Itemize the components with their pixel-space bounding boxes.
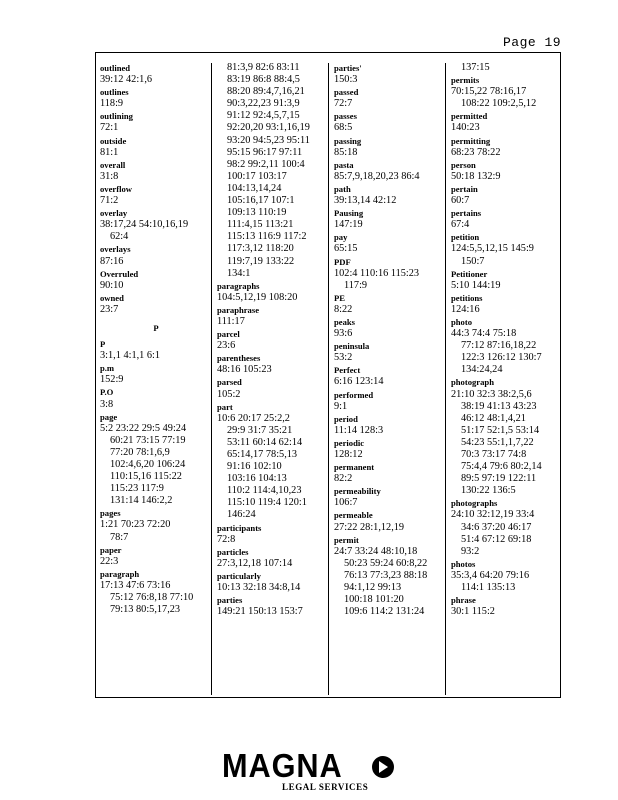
page-line-refs: 48:16 105:23: [217, 364, 272, 376]
page-line-refs: 65:15: [334, 243, 358, 255]
index-term: permit: [334, 534, 359, 545]
page-line-refs: 3:1,1 4:1,1 6:1: [100, 350, 161, 362]
index-column-4: [451, 62, 563, 618]
page-line-refs: 79:13 80:5,17,23: [110, 604, 181, 616]
page-line-refs: 44:3 74:4 75:18: [451, 328, 517, 340]
page-line-refs: 104:13,14,24: [227, 182, 282, 194]
page-line-refs: 5:2 23:22 29:5 49:24: [100, 422, 187, 434]
page-line-refs: 22:3: [100, 555, 119, 567]
page-line-refs: 60:21 73:15 77:19: [110, 434, 186, 446]
page-line-refs: 21:10 32:3 38:2,5,6: [451, 388, 532, 400]
page-line-refs: 150:3: [334, 74, 358, 86]
index-term: permeability: [334, 486, 381, 497]
page-line-refs: 68:23 78:22: [451, 146, 501, 158]
page-line-refs: 100:17 103:17: [227, 170, 287, 182]
index-term: paraphrase: [217, 304, 260, 315]
page-line-refs: 10:13 32:18 34:8,14: [217, 582, 301, 594]
page-line-refs: 105:2: [217, 388, 241, 400]
index-term: parsed: [217, 377, 242, 388]
page-line-refs: 72:7: [334, 98, 353, 110]
page-line-refs: 29:9 31:7 35:21: [227, 424, 293, 436]
index-term: permitting: [451, 135, 491, 146]
page-line-refs: 146:24: [227, 509, 256, 521]
page-line-refs: 90:10: [100, 279, 124, 291]
page-line-refs: 9:1: [334, 400, 348, 412]
page-number: Page 19: [503, 35, 562, 50]
page-line-refs: 51:4 67:12 69:18: [461, 533, 532, 545]
page-line-refs: 34:6 37:20 46:17: [461, 521, 532, 533]
section-letter: P: [153, 322, 159, 333]
index-term: overflow: [100, 183, 132, 194]
index-term: P: [100, 339, 106, 350]
page-line-refs: 124:16: [451, 303, 480, 315]
page-line-refs: 134:24,24: [461, 364, 503, 376]
page-line-refs: 81:1: [100, 146, 119, 158]
page-line-refs: 100:18 101:20: [344, 594, 404, 606]
page-line-refs: 23:6: [217, 340, 236, 352]
index-term: particles: [217, 546, 249, 557]
index-term: particularly: [217, 570, 261, 581]
index-term: phrase: [451, 595, 476, 606]
index-term: photos: [451, 558, 476, 569]
page-line-refs: 3:8: [100, 398, 114, 410]
index-term: path: [334, 183, 351, 194]
index-term: paper: [100, 544, 122, 555]
page-line-refs: 94:1,12 99:13: [344, 582, 402, 594]
page-line-refs: 110:15,16 115:22: [110, 471, 182, 483]
page-line-refs: 114:1 135:13: [461, 582, 516, 594]
index-term: pertains: [451, 208, 482, 219]
page-line-refs: 75:12 76:8,18 77:10: [110, 592, 194, 604]
index-term: passes: [334, 111, 357, 122]
index-term: peninsula: [334, 341, 370, 352]
page-line-refs: 95:15 96:17 97:11: [227, 146, 303, 158]
page-line-refs: 54:23 55:1,1,7,22: [461, 436, 534, 448]
page-line-refs: 53:2: [334, 352, 353, 364]
page-line-refs: 82:2: [334, 473, 353, 485]
index-term: photographs: [451, 498, 498, 509]
page-line-refs: 83:19 86:8 88:4,5: [227, 74, 300, 86]
page-line-refs: 134:1: [227, 267, 251, 279]
page-line-refs: 119:7,19 133:22: [227, 255, 295, 267]
page-line-refs: 39:12 42:1,6: [100, 74, 153, 86]
index-term: part: [217, 401, 233, 412]
page-line-refs: 8:22: [334, 303, 353, 315]
index-column-3: [334, 62, 446, 618]
page-line-refs: 93:20 94:5,23 95:11: [227, 134, 310, 146]
index-term: overlays: [100, 244, 131, 255]
index-column-1: [100, 62, 212, 616]
index-term: Perfect: [334, 365, 361, 376]
logo-wordmark: MAGNA: [222, 747, 343, 784]
page-line-refs: 91:16 102:10: [227, 461, 282, 473]
page-line-refs: 111:17: [217, 315, 245, 327]
page-line-refs: 92:20,20 93:1,16,19: [227, 122, 310, 134]
index-term: parentheses: [217, 353, 261, 364]
index-term: paragraphs: [217, 280, 260, 291]
page-line-refs: 38:19 41:13 43:23: [461, 400, 537, 412]
page-line-refs: 71:2: [100, 195, 119, 207]
index-term: peaks: [334, 316, 356, 327]
page-line-refs: 111:4,15 113:21: [227, 219, 294, 231]
page-line-refs: 106:7: [334, 497, 358, 509]
index-term: Overruled: [100, 268, 139, 279]
page-line-refs: 124:5,5,12,15 145:9: [451, 243, 534, 255]
index-term: period: [334, 413, 358, 424]
index-term: permitted: [451, 111, 488, 122]
page-line-refs: 1:21 70:23 72:20: [100, 519, 171, 531]
page-line-refs: 51:17 52:1,5 53:14: [461, 424, 540, 436]
index-term: pertain: [451, 183, 478, 194]
index-term: outlines: [100, 87, 129, 98]
page-line-refs: 72:8: [217, 533, 236, 545]
index-term: participants: [217, 522, 262, 533]
index-term: outlining: [100, 111, 133, 122]
page-line-refs: 88:20 89:4,7,16,21: [227, 86, 305, 98]
page-line-refs: 115:23 117:9: [110, 483, 164, 495]
index-term: overall: [100, 159, 126, 170]
page-line-refs: 150:7: [461, 255, 485, 267]
index-term: photograph: [451, 377, 494, 388]
page-line-refs: 102:4 110:16 115:23: [334, 267, 420, 279]
page-line-refs: 137:15: [461, 62, 490, 73]
index-column-2: [217, 62, 329, 618]
page-line-refs: 53:11 60:14 62:14: [227, 436, 303, 448]
page-line-refs: 46:12 48:1,4,21: [461, 412, 526, 424]
page-line-refs: 50:18 132:9: [451, 170, 501, 182]
page-line-refs: 89:5 97:19 122:11: [461, 473, 537, 485]
page-line-refs: 67:4: [451, 219, 470, 231]
page-line-refs: 31:8: [100, 170, 119, 182]
page-line-refs: 128:12: [334, 449, 363, 460]
page-line-refs: 90:3,22,23 91:3,9: [227, 98, 300, 110]
magna-logo: [222, 748, 397, 794]
index-term: passed: [334, 87, 359, 98]
index-term: overlay: [100, 208, 128, 219]
page-line-refs: 115:10 119:4 120:1: [227, 497, 307, 509]
index-term: parties': [334, 63, 362, 73]
page-line-refs: 140:23: [451, 122, 480, 134]
page-line-refs: 5:10 144:19: [451, 279, 501, 291]
page-line-refs: 10:6 20:17 25:2,2: [217, 412, 290, 424]
index-term: permanent: [334, 462, 375, 473]
index-term: outside: [100, 135, 127, 146]
page-line-refs: 87:16: [100, 255, 124, 267]
page-line-refs: 23:7: [100, 303, 119, 315]
page-line-refs: 104:5,12,19 108:20: [217, 291, 298, 303]
index-term: pay: [334, 232, 348, 243]
page-line-refs: 103:16 104:13: [227, 473, 287, 485]
page-line-refs: 24:10 32:12,19 33:4: [451, 509, 535, 521]
page-line-refs: 115:13 116:9 117:2: [227, 231, 307, 243]
page-line-refs: 105:16,17 107:1: [227, 195, 295, 207]
page-line-refs: 117:3,12 118:20: [227, 243, 294, 255]
page-line-refs: 102:4,6,20 106:24: [110, 459, 186, 470]
index-term: p.m: [100, 363, 115, 374]
page-line-refs: 85:18: [334, 146, 358, 158]
page-line-refs: 81:3,9 82:6 83:11: [227, 62, 300, 73]
index-term: petitions: [451, 292, 483, 303]
page-line-refs: 131:14 146:2,2: [110, 495, 173, 507]
arrow-circle-icon: [372, 756, 394, 778]
index-term: Petitioner: [451, 268, 488, 279]
page-line-refs: 50:23 59:24 60:8,22: [344, 557, 428, 569]
index-term: PE: [334, 292, 345, 303]
page-line-refs: 6:16 123:14: [334, 376, 384, 388]
index-term: periodic: [334, 437, 365, 448]
index-term: paragraph: [100, 568, 140, 579]
logo-subtitle: LEGAL SERVICES: [282, 782, 369, 792]
index-page-frame: [95, 52, 561, 698]
page-line-refs: 35:3,4 64:20 79:16: [451, 569, 530, 581]
page-line-refs: 91:12 92:4,5,7,15: [227, 110, 300, 122]
page-line-refs: 109:13 110:19: [227, 207, 287, 219]
page-line-refs: 38:17,24 54:10,16,19: [100, 219, 189, 231]
index-term: parcel: [217, 329, 240, 340]
index-term: P.O: [100, 387, 114, 398]
index-term: PDF: [334, 256, 351, 267]
index-term: person: [451, 159, 476, 170]
index-term: pages: [100, 508, 121, 519]
page-line-refs: 122:3 126:12 130:7: [461, 352, 542, 364]
page-line-refs: 27:22 28:1,12,19: [334, 521, 405, 533]
index-term: permeable: [334, 510, 373, 521]
page-line-refs: 117:9: [344, 279, 368, 291]
page-line-refs: 11:14 128:3: [334, 424, 384, 436]
page-line-refs: 77:20 78:1,6,9: [110, 446, 170, 458]
page-line-refs: 78:7: [110, 531, 129, 543]
page-line-refs: 149:21 150:13 153:7: [217, 606, 303, 618]
index-term: passing: [334, 135, 362, 146]
page-line-refs: 62:4: [110, 231, 129, 243]
index-term: photo: [451, 316, 473, 327]
page-line-refs: 60:7: [451, 195, 470, 207]
page-line-refs: 108:22 109:2,5,12: [461, 98, 537, 110]
page-line-refs: 93:6: [334, 328, 353, 340]
page-line-refs: 76:13 77:3,23 88:18: [344, 569, 428, 581]
page-line-refs: 70:3 73:17 74:8: [461, 449, 527, 460]
index-term: page: [100, 411, 118, 422]
index-term: Pausing: [334, 208, 364, 219]
page-line-refs: 65:14,17 78:5,13: [227, 449, 298, 460]
page-line-refs: 85:7,9,18,20,23 86:4: [334, 170, 420, 182]
page-line-refs: 152:9: [100, 374, 124, 386]
page-line-refs: 109:6 114:2 131:24: [344, 606, 425, 618]
page-line-refs: 17:13 47:6 73:16: [100, 579, 171, 591]
page-line-refs: 147:19: [334, 219, 363, 231]
index-term: parties: [217, 595, 243, 606]
page-line-refs: 77:12 87:16,18,22: [461, 340, 537, 352]
page-line-refs: 68:5: [334, 122, 353, 134]
page-line-refs: 130:22 136:5: [461, 485, 516, 497]
index-term: outlined: [100, 63, 131, 73]
page-line-refs: 39:13,14 42:12: [334, 195, 397, 207]
page-line-refs: 72:1: [100, 122, 119, 134]
index-term: owned: [100, 292, 124, 303]
page-line-refs: 98:2 99:2,11 100:4: [227, 158, 305, 170]
index-term: pasta: [334, 159, 354, 170]
page-line-refs: 70:15,22 78:16,17: [451, 86, 527, 98]
page-line-refs: 27:3,12,18 107:14: [217, 557, 293, 569]
page-line-refs: 75:4,4 79:6 80:2,14: [461, 461, 542, 473]
page-line-refs: 24:7 33:24 48:10,18: [334, 545, 418, 557]
index-term: permits: [451, 75, 480, 86]
page-line-refs: 118:9: [100, 98, 124, 110]
page-line-refs: 93:2: [461, 545, 480, 557]
page-line-refs: 30:1 115:2: [451, 606, 495, 618]
page-line-refs: 110:2 114:4,10,23: [227, 485, 302, 497]
index-term: performed: [334, 389, 374, 400]
index-term: petition: [451, 232, 480, 243]
